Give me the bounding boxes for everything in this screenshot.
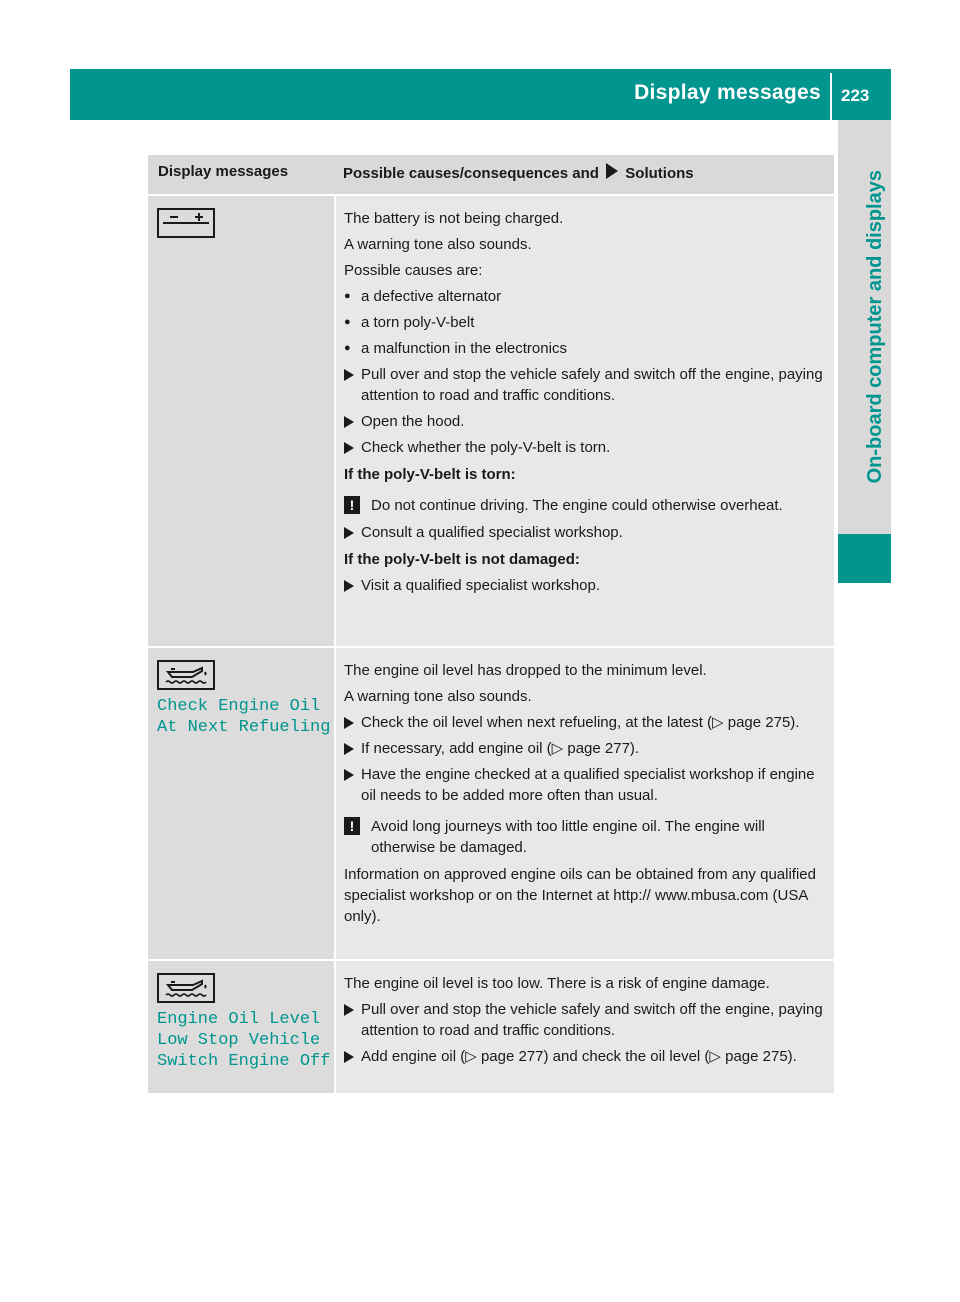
display-message-cell: [148, 195, 335, 647]
solution-cell: [335, 647, 834, 960]
warning-text: Avoid long journeys with too little engine oil. The engine will otherwise be damaged.: [371, 818, 765, 856]
oil-can-icon: [157, 660, 215, 690]
action-arrow-icon: [344, 369, 354, 381]
display-line: Engine Oil Level: [157, 1010, 321, 1029]
display-message-text: [157, 696, 334, 738]
warning-icon: !: [344, 817, 360, 835]
column-header-solutions-label: Solutions: [625, 165, 694, 182]
action-step-text: Check whether the poly-V-belt is torn.: [361, 439, 611, 456]
action-step: [344, 712, 828, 733]
condition-heading: If the poly-V-belt is torn:: [344, 466, 516, 483]
page-header: [70, 69, 891, 120]
action-step-text: Pull over and stop the vehicle safely and switch off the engine, paying attention to road and traffic conditions.: [361, 1001, 823, 1039]
action-step-text: Open the hood.: [361, 413, 465, 430]
cause-item: ● a defective alternator: [344, 286, 828, 307]
cause-item: ● a malfunction in the electronics: [344, 338, 828, 359]
action-arrow-icon: [344, 442, 354, 454]
display-message-text: [157, 1009, 334, 1072]
action-arrow-icon: [344, 527, 354, 539]
warning-text: Do not continue driving. The engine could otherwise overheat.: [371, 497, 783, 514]
action-step: [344, 575, 828, 596]
action-step: [344, 738, 828, 759]
header-divider: [830, 73, 832, 120]
message-text: The engine oil level has dropped to the minimum level.: [344, 662, 707, 679]
column-header-causes-label: Possible causes/consequences and: [343, 165, 599, 182]
action-arrow-icon: [344, 769, 354, 781]
condition-heading: If the poly-V-belt is not damaged:: [344, 551, 580, 568]
chapter-side-label: On-board computer and displays: [864, 170, 886, 484]
warning-note: [344, 495, 828, 516]
table-row: [148, 195, 834, 647]
page-number: 223: [841, 86, 870, 105]
chapter-marker: [838, 534, 891, 583]
display-line: Check Engine Oil: [157, 697, 321, 716]
action-arrow-icon: [606, 163, 618, 179]
message-text: A warning tone also sounds.: [344, 236, 532, 253]
action-step-text: If necessary, add engine oil (▷ page 277).: [361, 740, 640, 757]
message-text: The battery is not being charged.: [344, 210, 564, 227]
action-step: [344, 364, 828, 406]
action-arrow-icon: [344, 743, 354, 755]
action-step: [344, 411, 828, 432]
table-row: [148, 647, 834, 960]
action-step: [344, 437, 828, 458]
display-line: Switch Engine Off: [157, 1052, 331, 1071]
display-message-cell: [148, 647, 335, 960]
action-step: [344, 1046, 828, 1067]
display-line: At Next Refueling: [157, 718, 331, 737]
warning-icon: !: [344, 496, 360, 514]
cause-item: ● a torn poly-V-belt: [344, 312, 828, 333]
action-step: [344, 522, 828, 543]
message-text: Information on approved engine oils can be obtained from any qualified specialist workshop or on the Internet at http:// www.mbusa.com (USA only).: [344, 866, 816, 925]
action-step: [344, 999, 828, 1041]
action-arrow-icon: [344, 1004, 354, 1016]
action-step-text: Have the engine checked at a qualified specialist workshop if engine oil needs to be added more often than usual.: [361, 766, 815, 804]
table-row: [148, 960, 834, 1094]
oil-can-icon: [157, 973, 215, 1003]
action-step-text: Pull over and stop the vehicle safely and switch off the engine, paying attention to road and traffic conditions.: [361, 366, 823, 404]
action-step: [344, 764, 828, 806]
warning-note: [344, 816, 828, 858]
solution-cell: [335, 960, 834, 1094]
message-text: Possible causes are:: [344, 262, 483, 279]
display-messages-table: [148, 155, 834, 1095]
action-step-text: Visit a qualified specialist workshop.: [361, 577, 601, 594]
solution-cell: [335, 195, 834, 647]
table-header-row: [148, 155, 834, 195]
column-header-display-messages: Display messages: [148, 155, 335, 195]
column-header-solutions: [335, 155, 834, 195]
display-line: Low Stop Vehicle: [157, 1031, 321, 1050]
action-arrow-icon: [344, 717, 354, 729]
action-arrow-icon: [344, 580, 354, 592]
action-arrow-icon: [344, 416, 354, 428]
message-text: The engine oil level is too low. There is a risk of engine damage.: [344, 975, 770, 992]
page-header-title: Display messages: [634, 81, 821, 104]
battery-icon: [157, 208, 215, 238]
action-step-text: Consult a qualified specialist workshop.: [361, 524, 623, 541]
action-step-text: Check the oil level when next refueling, at the latest (▷ page 275).: [361, 714, 800, 731]
action-step-text: Add engine oil (▷ page 277) and check the oil level (▷ page 275).: [361, 1048, 797, 1065]
action-arrow-icon: [344, 1051, 354, 1063]
message-text: A warning tone also sounds.: [344, 688, 532, 705]
display-message-cell: [148, 960, 335, 1094]
